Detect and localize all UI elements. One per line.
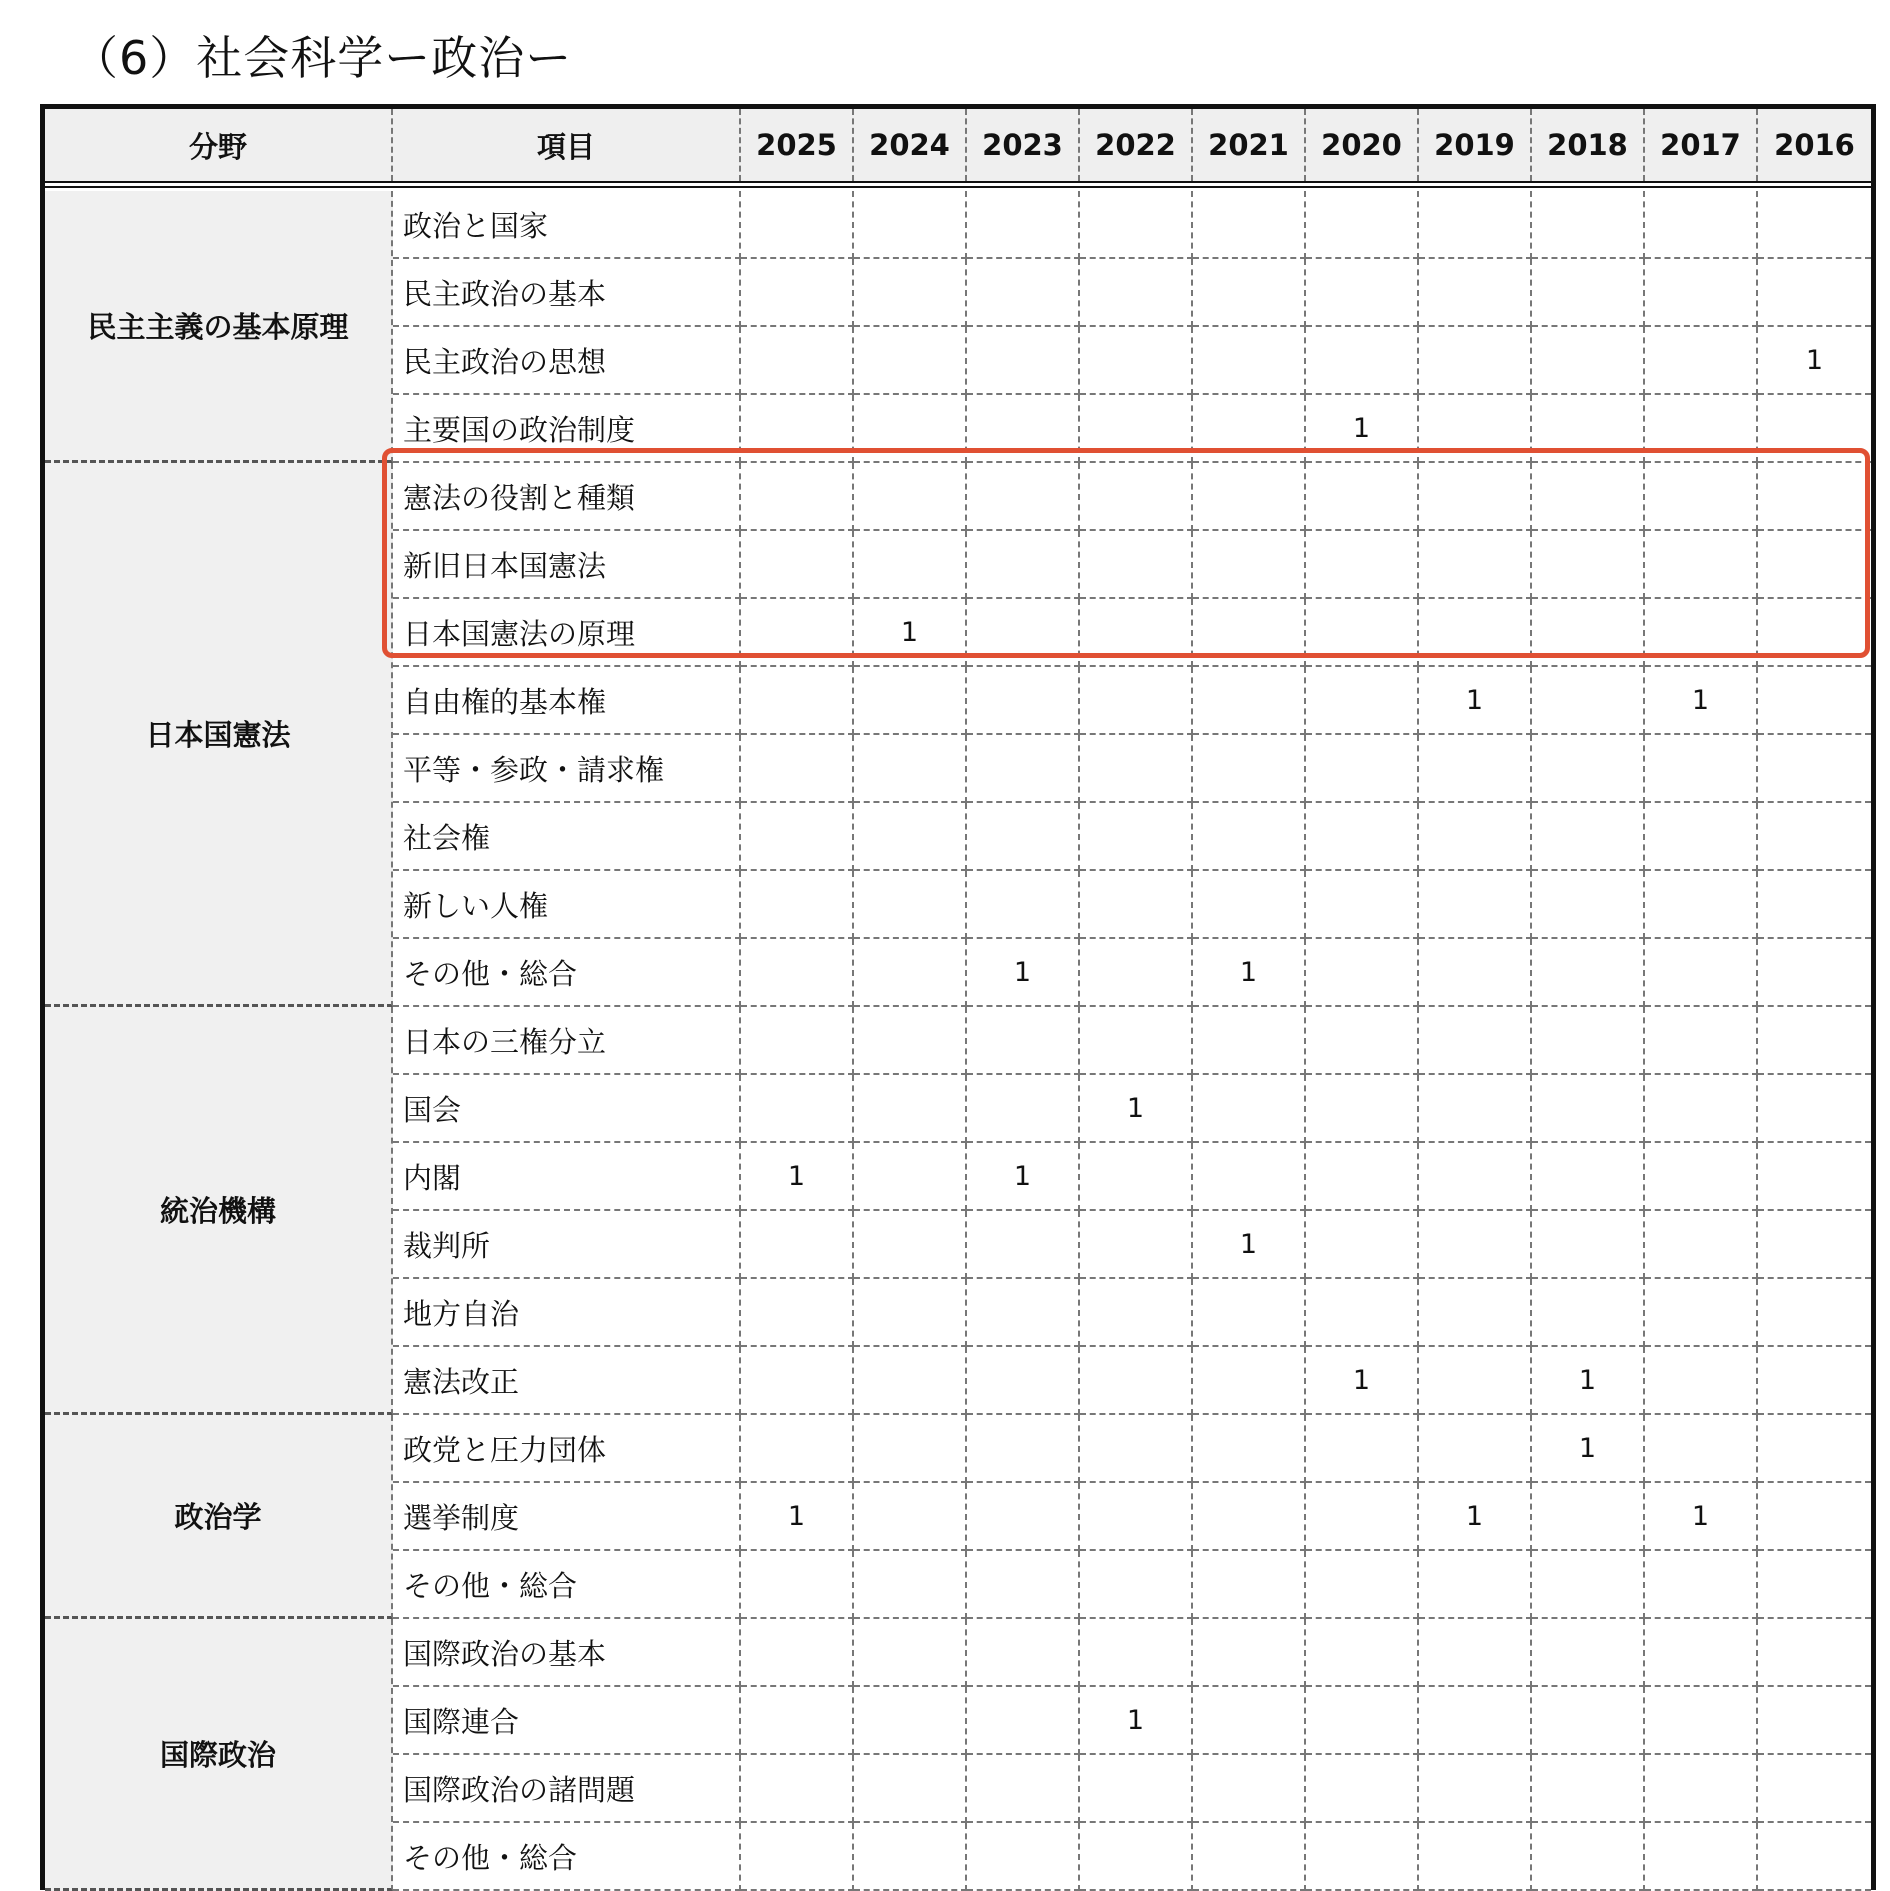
- category-cell: 民主主義の基本原理: [45, 191, 393, 463]
- value-cell: [1645, 531, 1758, 599]
- page-title: （6）社会科学ー政治ー: [72, 31, 573, 85]
- value-cell: [854, 939, 967, 1007]
- value-cell: [1645, 1007, 1758, 1075]
- item-cell: 憲法の役割と種類: [393, 463, 741, 531]
- value-cell: [1419, 1619, 1532, 1687]
- value-cell: [967, 327, 1080, 395]
- value-cell: [854, 463, 967, 531]
- value-cell: [854, 327, 967, 395]
- value-cell: [1532, 803, 1645, 871]
- value-cell: [1306, 1823, 1419, 1891]
- value-cell: [741, 667, 854, 735]
- item-cell: 国際連合: [393, 1687, 741, 1755]
- value-cell: 1: [1645, 667, 1758, 735]
- value-cell: [854, 1075, 967, 1143]
- value-cell: [1193, 1415, 1306, 1483]
- value-cell: [1419, 259, 1532, 327]
- value-cell: [1080, 1415, 1193, 1483]
- value-cell: [1080, 1211, 1193, 1279]
- value-cell: [854, 1823, 967, 1891]
- value-cell: [1193, 1007, 1306, 1075]
- item-cell: 新旧日本国憲法: [393, 531, 741, 599]
- value-cell: [1193, 531, 1306, 599]
- value-cell: [741, 803, 854, 871]
- value-cell: [1532, 599, 1645, 667]
- value-cell: [1080, 667, 1193, 735]
- value-cell: [1532, 327, 1645, 395]
- value-cell: [1419, 1007, 1532, 1075]
- value-cell: [1080, 1007, 1193, 1075]
- value-cell: [967, 1619, 1080, 1687]
- value-cell: [1645, 1415, 1758, 1483]
- value-cell: [1080, 871, 1193, 939]
- value-cell: [1758, 803, 1871, 871]
- value-cell: [1306, 1483, 1419, 1551]
- value-cell: 1: [1419, 1483, 1532, 1551]
- value-cell: [1306, 1279, 1419, 1347]
- value-cell: [1645, 735, 1758, 803]
- value-cell: [967, 395, 1080, 463]
- value-cell: [1193, 327, 1306, 395]
- value-cell: [1306, 531, 1419, 599]
- value-cell: [1306, 1619, 1419, 1687]
- value-cell: [1758, 1007, 1871, 1075]
- value-cell: [1532, 1075, 1645, 1143]
- value-cell: [1080, 735, 1193, 803]
- value-cell: [1193, 871, 1306, 939]
- value-cell: [1306, 1007, 1419, 1075]
- item-cell: 国際政治の諸問題: [393, 1755, 741, 1823]
- value-cell: [1645, 463, 1758, 531]
- value-cell: [1419, 1755, 1532, 1823]
- value-cell: [854, 803, 967, 871]
- value-cell: [854, 259, 967, 327]
- value-cell: [1419, 395, 1532, 463]
- value-cell: [741, 871, 854, 939]
- value-cell: 1: [1193, 1211, 1306, 1279]
- value-cell: [1080, 1347, 1193, 1415]
- value-cell: [1080, 1483, 1193, 1551]
- value-cell: [1419, 871, 1532, 939]
- value-cell: 1: [1080, 1687, 1193, 1755]
- value-cell: [1645, 803, 1758, 871]
- value-cell: [854, 1143, 967, 1211]
- value-cell: [967, 1415, 1080, 1483]
- value-cell: [854, 1551, 967, 1619]
- value-cell: [1645, 1551, 1758, 1619]
- value-cell: [1532, 463, 1645, 531]
- item-cell: 選挙制度: [393, 1483, 741, 1551]
- value-cell: [741, 1211, 854, 1279]
- value-cell: [1532, 531, 1645, 599]
- value-cell: 1: [1758, 327, 1871, 395]
- value-cell: [967, 1347, 1080, 1415]
- value-cell: 1: [1306, 1347, 1419, 1415]
- value-cell: [1532, 939, 1645, 1007]
- value-cell: [1419, 327, 1532, 395]
- value-cell: [967, 1823, 1080, 1891]
- value-cell: [1532, 871, 1645, 939]
- value-cell: [741, 327, 854, 395]
- value-cell: [1419, 803, 1532, 871]
- value-cell: [967, 191, 1080, 259]
- value-cell: [1080, 803, 1193, 871]
- header-year-2017: 2017: [1645, 109, 1758, 181]
- value-cell: [1758, 191, 1871, 259]
- item-cell: 地方自治: [393, 1279, 741, 1347]
- value-cell: [1419, 1143, 1532, 1211]
- value-cell: [854, 531, 967, 599]
- value-cell: [1758, 939, 1871, 1007]
- value-cell: [1306, 1415, 1419, 1483]
- value-cell: 1: [1645, 1483, 1758, 1551]
- value-cell: [1532, 191, 1645, 259]
- value-cell: [741, 939, 854, 1007]
- category-cell: 政治学: [45, 1415, 393, 1619]
- value-cell: [1758, 1823, 1871, 1891]
- value-cell: [967, 1551, 1080, 1619]
- header-year-2020: 2020: [1306, 109, 1419, 181]
- header-item: 項目: [393, 109, 741, 181]
- value-cell: [741, 1755, 854, 1823]
- value-cell: [741, 1823, 854, 1891]
- value-cell: 1: [1193, 939, 1306, 1007]
- value-cell: [854, 667, 967, 735]
- item-cell: 憲法改正: [393, 1347, 741, 1415]
- value-cell: [967, 1211, 1080, 1279]
- value-cell: [741, 531, 854, 599]
- value-cell: [741, 1075, 854, 1143]
- item-cell: 国会: [393, 1075, 741, 1143]
- header-category: 分野: [45, 109, 393, 181]
- item-cell: 日本国憲法の原理: [393, 599, 741, 667]
- value-cell: [1532, 1755, 1645, 1823]
- value-cell: [1193, 1279, 1306, 1347]
- value-cell: [967, 667, 1080, 735]
- value-cell: [854, 735, 967, 803]
- value-cell: [967, 803, 1080, 871]
- value-cell: [741, 1415, 854, 1483]
- value-cell: 1: [854, 599, 967, 667]
- header-divider: [45, 181, 1871, 188]
- value-cell: [967, 1755, 1080, 1823]
- value-cell: [1419, 1551, 1532, 1619]
- value-cell: [1758, 1755, 1871, 1823]
- category-cell: 統治機構: [45, 1007, 393, 1415]
- value-cell: [1193, 395, 1306, 463]
- category-cell: 国際政治: [45, 1619, 393, 1891]
- topic-frequency-table: [40, 104, 1876, 1890]
- value-cell: [1645, 1687, 1758, 1755]
- value-cell: [1080, 1619, 1193, 1687]
- value-cell: [1532, 259, 1645, 327]
- item-cell: 民主政治の基本: [393, 259, 741, 327]
- item-cell: 自由権的基本権: [393, 667, 741, 735]
- value-cell: [1306, 1551, 1419, 1619]
- value-cell: [854, 1687, 967, 1755]
- value-cell: [1306, 1687, 1419, 1755]
- value-cell: [967, 1007, 1080, 1075]
- value-cell: [741, 599, 854, 667]
- value-cell: [1532, 1551, 1645, 1619]
- item-cell: 主要国の政治制度: [393, 395, 741, 463]
- item-cell: 平等・参政・請求権: [393, 735, 741, 803]
- value-cell: [1758, 1619, 1871, 1687]
- value-cell: [1532, 1483, 1645, 1551]
- value-cell: [1080, 463, 1193, 531]
- value-cell: [1419, 599, 1532, 667]
- value-cell: [1306, 1075, 1419, 1143]
- value-cell: [1419, 1687, 1532, 1755]
- value-cell: [854, 1211, 967, 1279]
- value-cell: [854, 1279, 967, 1347]
- item-cell: その他・総合: [393, 1823, 741, 1891]
- value-cell: [741, 191, 854, 259]
- value-cell: [1758, 1415, 1871, 1483]
- value-cell: 1: [1306, 395, 1419, 463]
- category-cell: 日本国憲法: [45, 463, 393, 1007]
- value-cell: [1419, 463, 1532, 531]
- value-cell: [741, 735, 854, 803]
- value-cell: [1645, 1143, 1758, 1211]
- value-cell: [1758, 667, 1871, 735]
- value-cell: [1758, 1279, 1871, 1347]
- value-cell: [1306, 463, 1419, 531]
- value-cell: [741, 1007, 854, 1075]
- value-cell: [1758, 1347, 1871, 1415]
- value-cell: [1758, 599, 1871, 667]
- value-cell: [741, 1687, 854, 1755]
- value-cell: [1758, 871, 1871, 939]
- value-cell: [1758, 1075, 1871, 1143]
- value-cell: [1758, 259, 1871, 327]
- value-cell: 1: [1419, 667, 1532, 735]
- value-cell: [1080, 1551, 1193, 1619]
- header-year-2019: 2019: [1419, 109, 1532, 181]
- value-cell: [1645, 1279, 1758, 1347]
- value-cell: [1306, 871, 1419, 939]
- value-cell: [1306, 191, 1419, 259]
- item-cell: 社会権: [393, 803, 741, 871]
- value-cell: [1306, 939, 1419, 1007]
- value-cell: [1645, 599, 1758, 667]
- item-cell: その他・総合: [393, 1551, 741, 1619]
- value-cell: [1193, 735, 1306, 803]
- value-cell: [967, 1075, 1080, 1143]
- value-cell: [1080, 1823, 1193, 1891]
- value-cell: [741, 259, 854, 327]
- value-cell: [1080, 1279, 1193, 1347]
- value-cell: [1419, 1415, 1532, 1483]
- value-cell: [741, 463, 854, 531]
- value-cell: [1532, 1007, 1645, 1075]
- value-cell: 1: [967, 939, 1080, 1007]
- value-cell: [1532, 395, 1645, 463]
- value-cell: [854, 1415, 967, 1483]
- value-cell: [1080, 599, 1193, 667]
- value-cell: [1193, 667, 1306, 735]
- value-cell: [854, 1483, 967, 1551]
- value-cell: [1645, 259, 1758, 327]
- item-cell: 政党と圧力団体: [393, 1415, 741, 1483]
- value-cell: [854, 191, 967, 259]
- value-cell: [1532, 667, 1645, 735]
- value-cell: [967, 1279, 1080, 1347]
- value-cell: [1419, 531, 1532, 599]
- item-cell: 裁判所: [393, 1211, 741, 1279]
- value-cell: [1419, 1823, 1532, 1891]
- value-cell: [1080, 531, 1193, 599]
- value-cell: [854, 1007, 967, 1075]
- value-cell: [1645, 939, 1758, 1007]
- value-cell: [1193, 1619, 1306, 1687]
- value-cell: [1645, 191, 1758, 259]
- value-cell: [1193, 1687, 1306, 1755]
- value-cell: [1419, 191, 1532, 259]
- item-cell: 内閣: [393, 1143, 741, 1211]
- value-cell: [1419, 1279, 1532, 1347]
- value-cell: [1645, 1823, 1758, 1891]
- value-cell: [1193, 1143, 1306, 1211]
- value-cell: 1: [1532, 1347, 1645, 1415]
- item-cell: 民主政治の思想: [393, 327, 741, 395]
- value-cell: [1645, 1211, 1758, 1279]
- value-cell: [1532, 1211, 1645, 1279]
- value-cell: [1419, 939, 1532, 1007]
- value-cell: [1758, 1687, 1871, 1755]
- value-cell: [1758, 1143, 1871, 1211]
- value-cell: [1419, 735, 1532, 803]
- value-cell: [1306, 735, 1419, 803]
- value-cell: [1419, 1075, 1532, 1143]
- value-cell: [1645, 1347, 1758, 1415]
- value-cell: [1645, 327, 1758, 395]
- value-cell: 1: [741, 1143, 854, 1211]
- value-cell: [1306, 1211, 1419, 1279]
- value-cell: [1193, 1551, 1306, 1619]
- value-cell: [1080, 327, 1193, 395]
- value-cell: [1532, 1619, 1645, 1687]
- header-year-2023: 2023: [967, 109, 1080, 181]
- value-cell: [1758, 463, 1871, 531]
- header-year-2024: 2024: [854, 109, 967, 181]
- value-cell: [967, 463, 1080, 531]
- value-cell: [1080, 939, 1193, 1007]
- value-cell: [1080, 395, 1193, 463]
- value-cell: [1758, 735, 1871, 803]
- value-cell: [1645, 1755, 1758, 1823]
- header-year-2016: 2016: [1758, 109, 1871, 181]
- value-cell: [1645, 395, 1758, 463]
- value-cell: [967, 259, 1080, 327]
- value-cell: [967, 735, 1080, 803]
- value-cell: [1080, 1755, 1193, 1823]
- value-cell: [1306, 259, 1419, 327]
- value-cell: [741, 395, 854, 463]
- value-cell: [1193, 1483, 1306, 1551]
- value-cell: [1306, 803, 1419, 871]
- value-cell: [854, 395, 967, 463]
- header-year-2021: 2021: [1193, 109, 1306, 181]
- value-cell: [1193, 463, 1306, 531]
- value-cell: [1758, 531, 1871, 599]
- value-cell: [1532, 735, 1645, 803]
- value-cell: [741, 1279, 854, 1347]
- value-cell: [1532, 1143, 1645, 1211]
- value-cell: [1532, 1279, 1645, 1347]
- value-cell: [1758, 1211, 1871, 1279]
- value-cell: [1080, 259, 1193, 327]
- value-cell: [967, 599, 1080, 667]
- value-cell: [1419, 1211, 1532, 1279]
- value-cell: [1306, 599, 1419, 667]
- value-cell: [1193, 1755, 1306, 1823]
- value-cell: 1: [1532, 1415, 1645, 1483]
- item-cell: 新しい人権: [393, 871, 741, 939]
- value-cell: [967, 1483, 1080, 1551]
- header-year-2018: 2018: [1532, 109, 1645, 181]
- value-cell: [1193, 259, 1306, 327]
- value-cell: [1419, 1347, 1532, 1415]
- value-cell: 1: [967, 1143, 1080, 1211]
- value-cell: [1645, 1619, 1758, 1687]
- value-cell: [967, 531, 1080, 599]
- value-cell: [854, 1755, 967, 1823]
- value-cell: [1645, 1075, 1758, 1143]
- value-cell: [1306, 327, 1419, 395]
- value-cell: [1193, 1823, 1306, 1891]
- value-cell: [1306, 1755, 1419, 1823]
- value-cell: [1645, 871, 1758, 939]
- value-cell: [1758, 1551, 1871, 1619]
- value-cell: [1758, 1483, 1871, 1551]
- value-cell: [741, 1551, 854, 1619]
- value-cell: [854, 1347, 967, 1415]
- value-cell: [1193, 1075, 1306, 1143]
- value-cell: [1306, 667, 1419, 735]
- header-year-2025: 2025: [741, 109, 854, 181]
- value-cell: [967, 1687, 1080, 1755]
- value-cell: [1080, 1143, 1193, 1211]
- value-cell: [1193, 599, 1306, 667]
- value-cell: [1532, 1823, 1645, 1891]
- item-cell: その他・総合: [393, 939, 741, 1007]
- value-cell: 1: [1080, 1075, 1193, 1143]
- value-cell: [741, 1347, 854, 1415]
- value-cell: [1758, 395, 1871, 463]
- item-cell: 国際政治の基本: [393, 1619, 741, 1687]
- value-cell: [854, 871, 967, 939]
- value-cell: [1306, 1143, 1419, 1211]
- value-cell: [1193, 191, 1306, 259]
- item-cell: 政治と国家: [393, 191, 741, 259]
- value-cell: [1193, 803, 1306, 871]
- value-cell: [741, 1619, 854, 1687]
- value-cell: [1080, 191, 1193, 259]
- header-year-2022: 2022: [1080, 109, 1193, 181]
- value-cell: [854, 1619, 967, 1687]
- value-cell: [1193, 1347, 1306, 1415]
- value-cell: [967, 871, 1080, 939]
- value-cell: [1532, 1687, 1645, 1755]
- item-cell: 日本の三権分立: [393, 1007, 741, 1075]
- value-cell: 1: [741, 1483, 854, 1551]
